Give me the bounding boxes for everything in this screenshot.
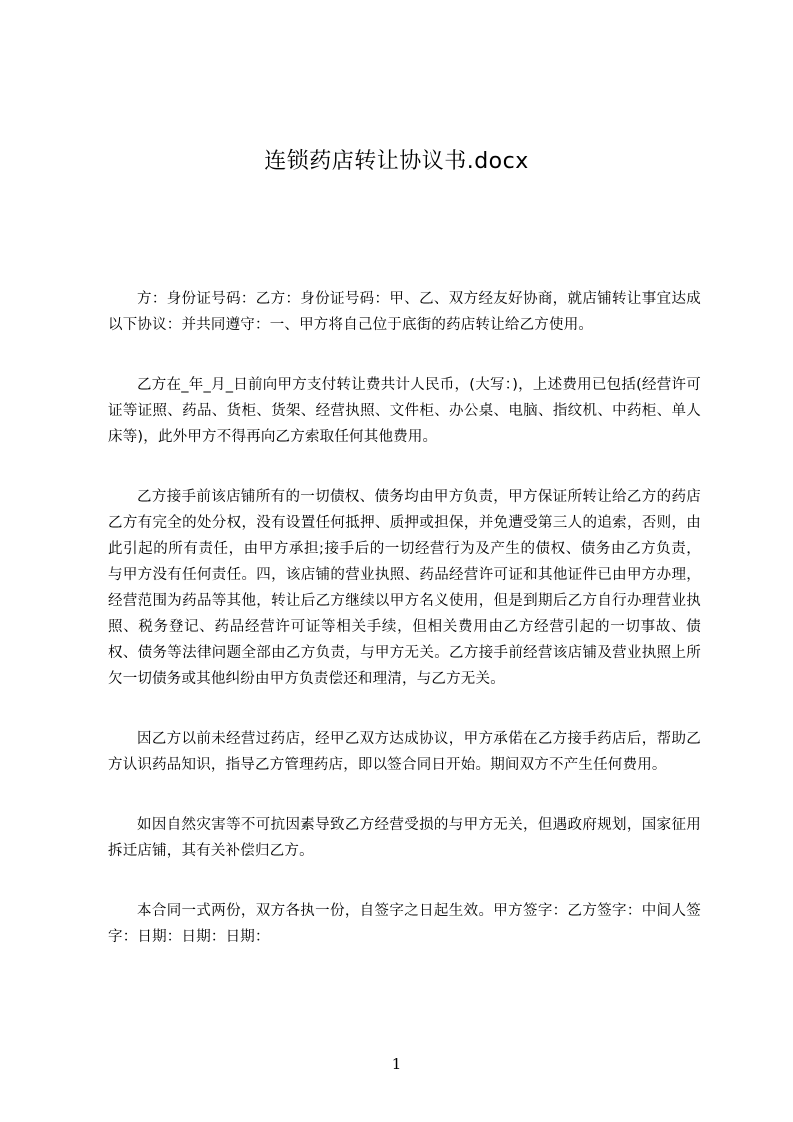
paragraph: 乙方在_年_月_日前向甲方支付转让费共计人民币，(大写：)，上述费用已包括(经营许可证等证照、药品、货柜、货架、经营执照、文件柜、办公桌、电脑、指纹机、中药柜、单人床等)，此外甲方不得再向乙方索取任何其他费用。: [108, 377, 701, 445]
paragraph: 如因自然灾害等不可抗因素导致乙方经营受损的与甲方无关，但遇政府规划，国家征用拆迁店铺，其有关补偿归乙方。: [108, 817, 701, 859]
document-body: [108, 286, 701, 984]
paragraph: 乙方接手前该店铺所有的一切债权、债务均由甲方负责，甲方保证所转让给乙方的药店乙方有完全的处分权，没有设置任何抵押、质押或担保，并免遭受第三人的追索，否则，由此引起的所有责任，由甲方承担;接手后的一切经营行为及产生的债权、债务由乙方负责，与甲方没有任何责任。四，该店铺的营业执照、药品经营许可证和其他证件已由甲方办理，经营范围为药品等其他，转让后乙方继续以甲方名义使用，但是到期后乙方自行办理营业执照、税务登记、药品经营许可证等相关手续，但相关费用由乙方经营引起的一切事故、债权、债务等法律问题全部由乙方负责，与甲方无关。乙方接手前经营该店铺及营业执照上所欠一切债务或其他纠纷由甲方负责偿还和理清，与乙方无关。: [108, 489, 701, 687]
paragraph: 方：身份证号码：乙方：身份证号码：甲、乙、双方经友好协商，就店铺转让事宜达成以下协议：并共同遵守：一、甲方将自己位于底街的药店转让给乙方使用。: [108, 291, 701, 333]
paragraph: 因乙方以前未经营过药店，经甲乙双方达成协议，甲方承偌在乙方接手药店后，帮助乙方认识药品知识，指导乙方管理药店，即以签合同日开始。期间双方不产生任何费用。: [108, 731, 701, 773]
page-number: 1: [391, 1055, 402, 1073]
paragraph: 本合同一式两份，双方各执一份，自签字之日起生效。甲方签字：乙方签字：中间人签字：日期：日期：日期：: [108, 903, 701, 945]
document-title: 连锁药店转让协议书.docx: [264, 149, 529, 174]
